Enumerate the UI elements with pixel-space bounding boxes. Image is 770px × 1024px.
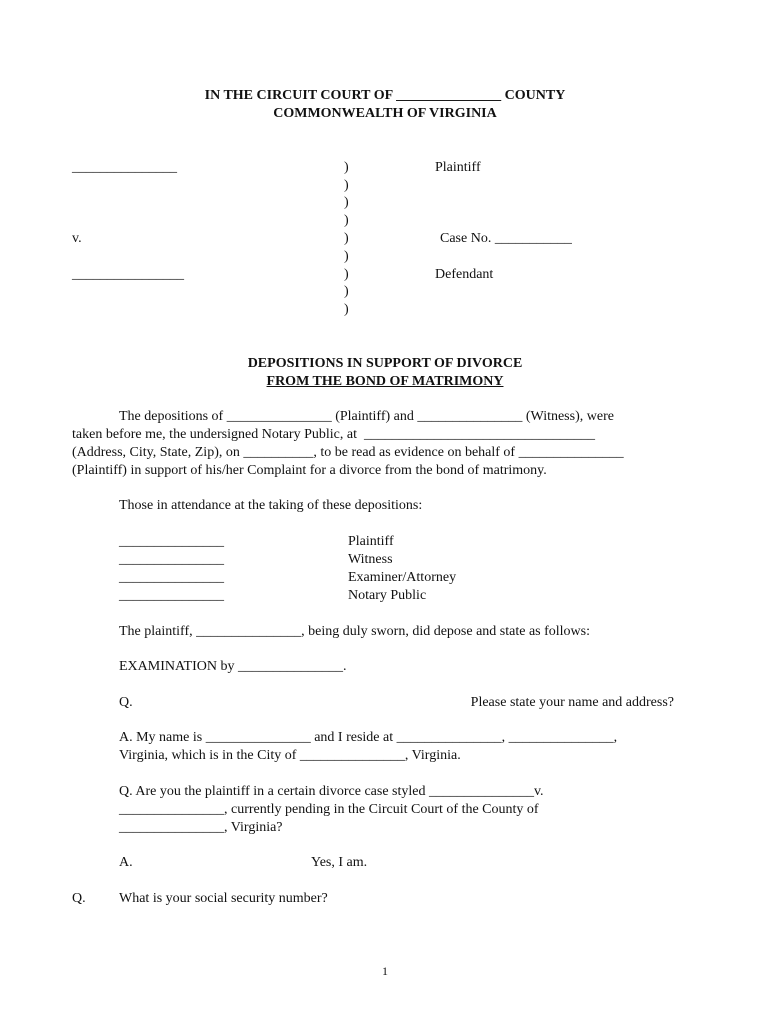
attendee-blank: _______________	[119, 570, 224, 585]
plaintiff-name-blank: _______________	[72, 160, 177, 175]
caption-paren: )	[344, 178, 349, 193]
examination-line: EXAMINATION by _______________.	[119, 659, 347, 674]
attendance-heading: Those in attendance at the taking of these depositions:	[119, 498, 423, 513]
attendee-role: Witness	[348, 552, 393, 567]
defendant-label: Defendant	[435, 267, 494, 282]
attendee-blank: _______________	[119, 552, 224, 567]
attendee-role: Examiner/Attorney	[348, 570, 457, 585]
question-text: What is your social security number?	[119, 891, 328, 906]
caption-paren: )	[344, 284, 349, 299]
versus-label: v.	[72, 231, 82, 246]
plaintiff-label: Plaintiff	[435, 160, 481, 175]
document-title: DEPOSITIONS IN SUPPORT OF DIVORCE	[247, 356, 523, 371]
caption-paren: )	[344, 213, 349, 228]
attendee-role: Plaintiff	[348, 534, 394, 549]
caption-paren: )	[344, 195, 349, 210]
attendee-role: Notary Public	[348, 588, 427, 603]
intro-line-1: The depositions of _______________ (Plaintiff) and _______________ (Witness), were	[119, 409, 614, 424]
question-line-1: Q. Are you the plaintiff in a certain divorce case styled _______________v.	[119, 784, 544, 799]
sworn-statement: The plaintiff, _______________, being duly sworn, did depose and state as follows:	[119, 624, 591, 639]
caption-paren: )	[344, 267, 349, 282]
court-heading: IN THE CIRCUIT COURT OF _______________ COUNTY	[204, 88, 566, 103]
question-text: Please state your name and address?	[470, 695, 674, 710]
attendee-blank: _______________	[119, 534, 224, 549]
question-label: Q.	[72, 891, 86, 906]
caption-paren: )	[344, 231, 349, 246]
intro-line-4: (Plaintiff) in support of his/her Complaint for a divorce from the bond of matrimony.	[72, 463, 547, 478]
document-subtitle-text: FROM THE BOND OF MATRIMONY	[266, 374, 504, 389]
document-subtitle	[0, 373, 770, 391]
caption-paren: )	[344, 160, 349, 175]
answer-line-1: A. My name is _______________ and I reside at _______________, _______________,	[119, 730, 618, 745]
answer-line-2: Virginia, which is in the City of _______________, Virginia.	[119, 748, 461, 763]
defendant-name-blank: ________________	[72, 267, 184, 282]
page-number: 1	[382, 964, 388, 978]
answer-label: A.	[119, 855, 133, 870]
question-line-3: _______________, Virginia?	[119, 820, 283, 835]
caption-paren: )	[344, 302, 349, 317]
question-line-2: _______________, currently pending in the Circuit Court of the County of	[119, 802, 539, 817]
intro-line-2: taken before me, the undersigned Notary Public, at _________________________________	[72, 427, 595, 442]
answer-text: Yes, I am.	[311, 855, 368, 870]
intro-line-3: (Address, City, State, Zip), on __________, to be read as evidence on behalf of _______________	[72, 445, 624, 460]
caption-paren: )	[344, 249, 349, 264]
question-label: Q.	[119, 695, 133, 710]
attendee-blank: _______________	[119, 588, 224, 603]
commonwealth-heading: COMMONWEALTH OF VIRGINIA	[273, 106, 497, 121]
case-number: Case No. ___________	[440, 231, 572, 246]
